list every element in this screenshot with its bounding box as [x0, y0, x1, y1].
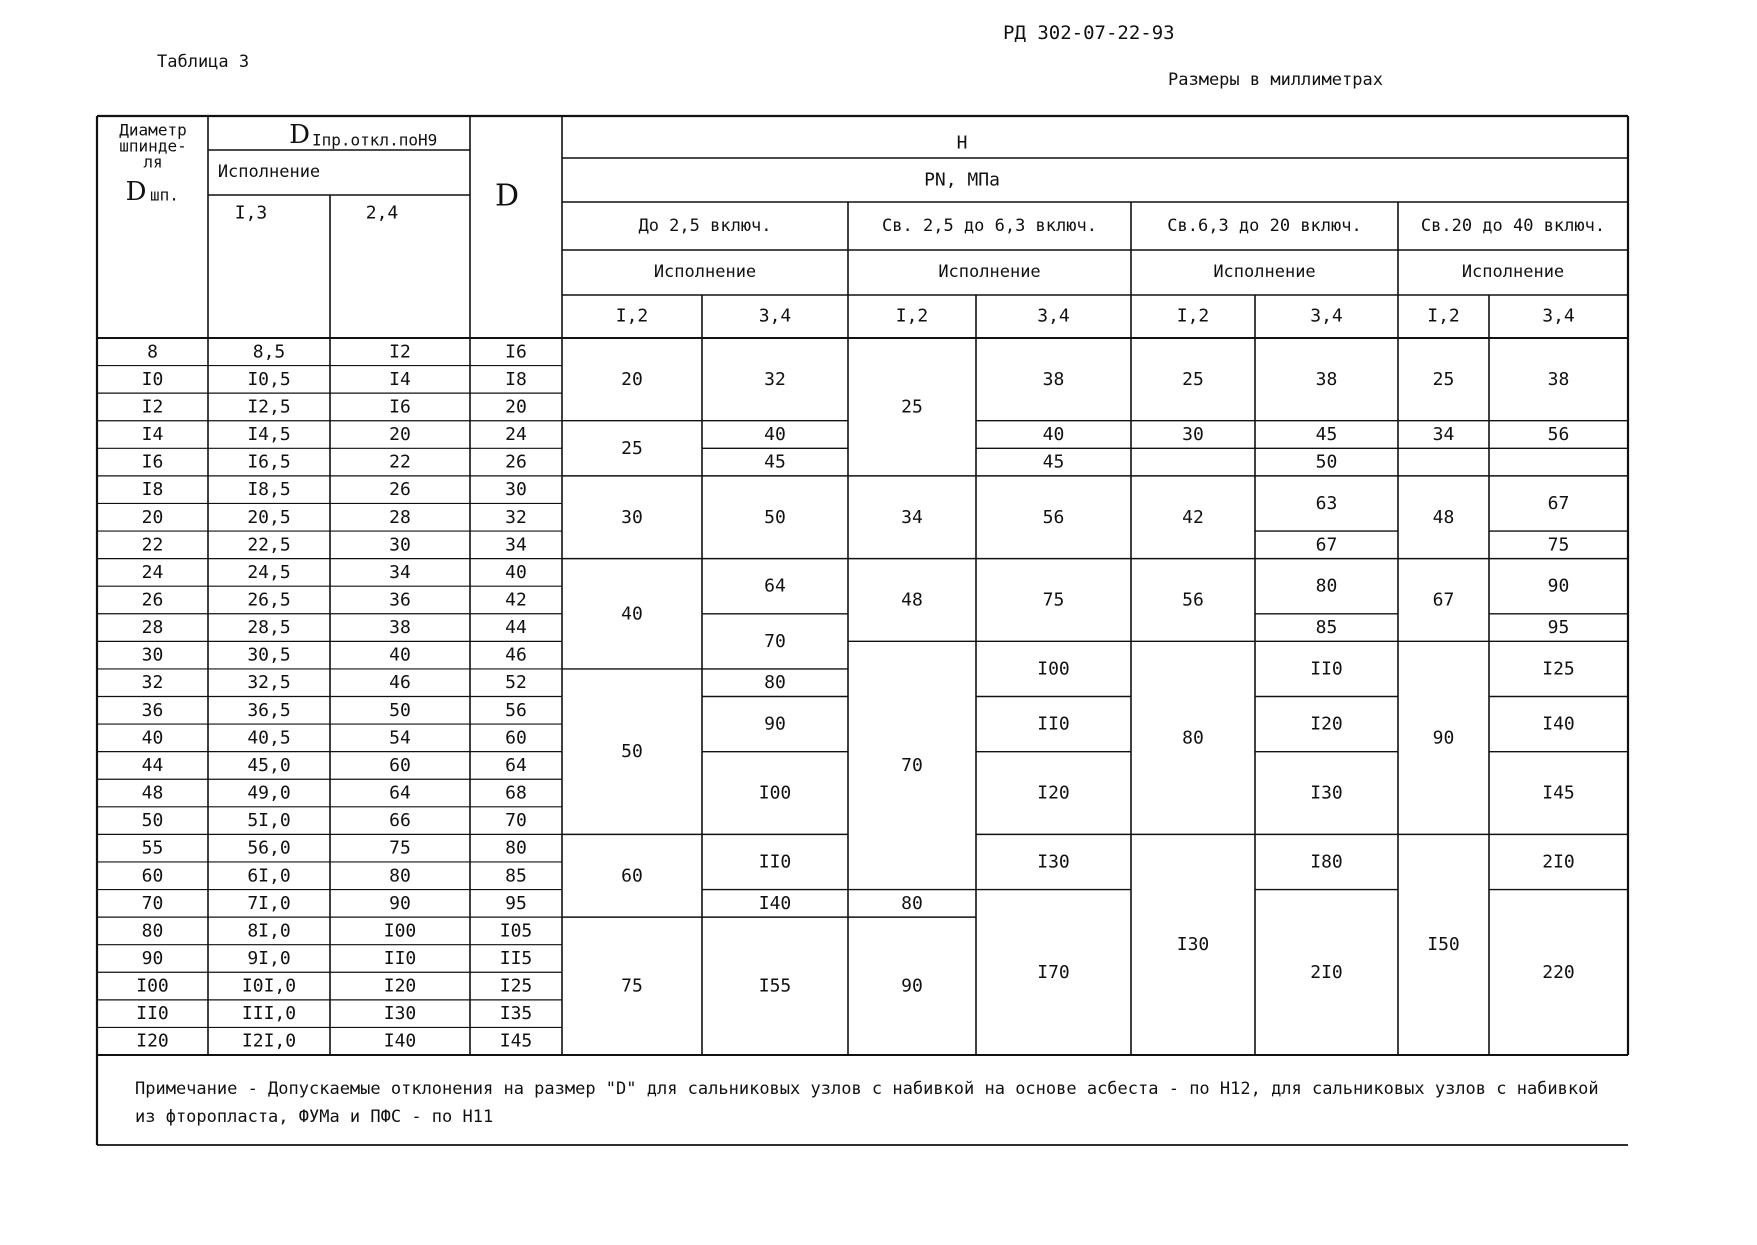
d1-13-cell: 49,0 — [247, 782, 291, 804]
h-value-cell: 38 — [1042, 368, 1065, 390]
spindle-diameter-cell: 8 — [147, 341, 158, 363]
h-value-cell: 90 — [901, 975, 923, 997]
h-value-cell: II0 — [1037, 713, 1070, 735]
h-value-cell: I30 — [1310, 782, 1343, 804]
h-value-cell: 56 — [1547, 424, 1570, 446]
d1-13-cell: I4,5 — [247, 424, 291, 446]
d1-13-cell: 36,5 — [247, 699, 291, 721]
d1-24-cell: 20 — [389, 424, 411, 446]
d1-13-cell: I6,5 — [247, 451, 291, 473]
h-value-cell: 80 — [764, 672, 786, 694]
d-cell: 85 — [505, 865, 527, 887]
d-cell: 70 — [505, 810, 527, 832]
header-execution: Исполнение — [1213, 262, 1316, 282]
h-value-cell: II0 — [758, 851, 792, 873]
spindle-diameter-cell: I20 — [136, 1030, 169, 1052]
h-value-cell: 20 — [621, 368, 643, 390]
spindle-diameter-cell: 80 — [141, 920, 164, 942]
h-value-cell: 30 — [621, 506, 643, 528]
h-value-cell: 42 — [1182, 506, 1204, 528]
h-value-cell: 48 — [901, 589, 923, 611]
h-value-cell: 45 — [1315, 424, 1338, 446]
d1-24-cell: I40 — [383, 1030, 417, 1052]
d-cell: I45 — [499, 1030, 533, 1052]
d1-24-cell: 66 — [389, 810, 411, 832]
d1-24-cell: 80 — [389, 865, 411, 887]
d1-24-cell: 90 — [389, 892, 411, 914]
units-caption: Размеры в миллиметрах — [1168, 70, 1383, 90]
d-cell: 24 — [505, 424, 527, 446]
header-pn-range: Св.20 до 40 включ. — [1420, 216, 1606, 236]
header-col-34: 3,4 — [1310, 305, 1343, 327]
d-cell: 80 — [505, 837, 527, 859]
d1-24-cell: 54 — [389, 727, 411, 749]
h-value-cell: 90 — [1547, 575, 1570, 597]
spindle-diameter-cell: 40 — [141, 727, 164, 749]
h-value-cell: 67 — [1547, 492, 1570, 514]
table-note: Примечание - Допускаемые отклонения на размер "D" для сальниковых узлов с набивкой на основе асбеста - по Н12, для сальниковых узлов с набивкой из фторопласта, ФУМа и ПФС - по Н11 — [135, 1079, 1599, 1127]
spindle-diameter-cell: 24 — [141, 561, 164, 583]
h-value-cell: 85 — [1315, 617, 1338, 639]
d1-24-cell: 34 — [389, 561, 411, 583]
spindle-diameter-cell: 55 — [141, 837, 164, 859]
d-cell: I25 — [499, 975, 533, 997]
d1-13-cell: 8,5 — [252, 341, 286, 363]
header-pn-range: До 2,5 включ. — [638, 216, 772, 236]
h-value-cell: 63 — [1315, 492, 1338, 514]
spindle-diameter-cell: I8 — [141, 479, 164, 501]
d-cell: 56 — [505, 699, 527, 721]
h-value-cell: 75 — [1042, 589, 1065, 611]
header-execution: Исполнение — [653, 262, 757, 282]
h-value-cell: 70 — [901, 754, 923, 776]
h-value-cell: I50 — [1427, 934, 1460, 956]
d-cell: 68 — [505, 782, 527, 804]
d1-24-cell: 38 — [389, 617, 411, 639]
h-value-cell: I30 — [1037, 851, 1070, 873]
header-execution: Исполнение — [217, 162, 321, 182]
h-value-cell: 45 — [764, 451, 786, 473]
h-value-cell: 75 — [1547, 534, 1570, 556]
spindle-diameter-cell: 28 — [141, 617, 164, 639]
spindle-diameter-cell: 50 — [141, 810, 164, 832]
h-value-cell: 25 — [1182, 368, 1204, 390]
d1-24-cell: 28 — [389, 506, 411, 528]
h-value-cell: 50 — [764, 506, 786, 528]
h-value-cell: 90 — [1432, 727, 1455, 749]
h-value-cell: I80 — [1310, 851, 1343, 873]
d-cell: 44 — [505, 617, 527, 639]
d-cell: 26 — [505, 451, 527, 473]
d-cell: 32 — [505, 506, 527, 528]
spindle-diameter-cell: 30 — [141, 644, 164, 666]
d1-13-cell: 40,5 — [247, 727, 291, 749]
header-pn-range: Св. 2,5 до 6,3 включ. — [882, 216, 1097, 236]
d-cell: I8 — [505, 368, 527, 390]
header-d-symbol: D — [494, 178, 520, 214]
d1-13-cell: III,0 — [241, 1003, 297, 1025]
header-pn-range: Св.6,3 до 20 включ. — [1167, 216, 1362, 236]
d1-24-cell: 64 — [389, 782, 411, 804]
h-value-cell: I00 — [1037, 658, 1070, 680]
d1-24-cell: 30 — [389, 534, 411, 556]
d1-24-cell: 60 — [389, 754, 411, 776]
h-value-cell: 40 — [764, 424, 786, 446]
d1-13-cell: 24,5 — [247, 561, 291, 583]
document-code: РД 302-07-22-93 — [1003, 22, 1175, 44]
spindle-diameter-cell: 36 — [141, 699, 164, 721]
h-value-cell: 70 — [764, 630, 786, 652]
d1-24-cell: 26 — [389, 479, 411, 501]
header-execution: Исполнение — [938, 262, 1041, 282]
header-col-12: I,2 — [1427, 305, 1460, 327]
header-d1-symbol: D — [289, 120, 310, 150]
h-value-cell: I00 — [758, 782, 792, 804]
h-value-cell: 25 — [1432, 368, 1455, 390]
spindle-diameter-cell: I6 — [141, 451, 164, 473]
spindle-diameter-cell: I0 — [141, 368, 164, 390]
d1-24-cell: 46 — [389, 672, 411, 694]
d1-13-cell: I0,5 — [247, 368, 291, 390]
table-label: Таблица 3 — [157, 52, 250, 72]
h-value-cell: I40 — [1542, 713, 1575, 735]
spindle-diameter-cell: 22 — [141, 534, 164, 556]
d-cell: 30 — [505, 479, 527, 501]
h-value-cell: 32 — [764, 368, 786, 390]
d1-24-cell: 36 — [389, 589, 411, 611]
h-value-cell: I25 — [1542, 658, 1575, 680]
d1-13-cell: 9I,0 — [247, 947, 291, 969]
header-spindle-diameter: шпинде- — [119, 136, 187, 156]
header-col-34: 3,4 — [1542, 305, 1575, 327]
d1-24-cell: 22 — [389, 451, 411, 473]
h-value-cell: I40 — [758, 892, 792, 914]
header-execution: Исполнение — [1461, 262, 1565, 282]
header-dsp-sub: шп. — [150, 185, 179, 205]
d1-24-cell: 40 — [389, 644, 411, 666]
h-value-cell: 64 — [764, 575, 786, 597]
h-value-cell: 80 — [1182, 727, 1204, 749]
header-col-24: 2,4 — [365, 202, 399, 224]
d1-24-cell: 50 — [389, 699, 411, 721]
h-value-cell: 56 — [1042, 506, 1065, 528]
spindle-diameter-cell: 60 — [141, 865, 164, 887]
h-value-cell: 48 — [1432, 506, 1455, 528]
h-value-cell: 67 — [1315, 534, 1338, 556]
spindle-diameter-cell: 90 — [141, 947, 164, 969]
spindle-diameter-cell: 44 — [141, 754, 164, 776]
h-value-cell: 75 — [621, 975, 643, 997]
h-value-cell: 80 — [1315, 575, 1338, 597]
h-value-cell: 38 — [1315, 368, 1338, 390]
d-cell: 64 — [505, 754, 527, 776]
d1-24-cell: II0 — [383, 947, 417, 969]
d1-24-cell: I2 — [389, 341, 411, 363]
d-cell: 42 — [505, 589, 527, 611]
h-value-cell: 50 — [1315, 451, 1338, 473]
d1-24-cell: I20 — [383, 975, 417, 997]
h-value-cell: 34 — [901, 506, 923, 528]
d-cell: I05 — [499, 920, 533, 942]
d1-24-cell: I4 — [389, 368, 411, 390]
h-value-cell: 95 — [1547, 617, 1570, 639]
h-value-cell: 90 — [764, 713, 786, 735]
header-d1-sub: Iпр.откл.поН9 — [312, 130, 438, 150]
h-value-cell: 34 — [1432, 424, 1455, 446]
d1-13-cell: 32,5 — [247, 672, 291, 694]
header-pn: PN, МПа — [924, 169, 1000, 191]
d-cell: 52 — [505, 672, 527, 694]
h-value-cell: I20 — [1037, 782, 1070, 804]
d1-24-cell: I00 — [383, 920, 417, 942]
h-value-cell: 40 — [621, 603, 643, 625]
h-value-cell: 45 — [1042, 451, 1065, 473]
d1-13-cell: I2I,0 — [241, 1030, 297, 1052]
h-value-cell: I45 — [1542, 782, 1575, 804]
header-col-34: 3,4 — [1037, 305, 1070, 327]
d1-13-cell: 56,0 — [247, 837, 291, 859]
d1-13-cell: 45,0 — [247, 754, 291, 776]
h-value-cell: I70 — [1037, 961, 1070, 983]
h-value-cell: 60 — [621, 865, 643, 887]
d1-13-cell: 8I,0 — [247, 920, 291, 942]
d1-13-cell: I0I,0 — [241, 975, 297, 997]
h-value-cell: 2I0 — [1542, 851, 1575, 873]
d1-13-cell: I8,5 — [247, 479, 291, 501]
d1-13-cell: 26,5 — [247, 589, 291, 611]
header-dsp-symbol: D — [125, 177, 147, 207]
h-value-cell: 67 — [1432, 589, 1455, 611]
d-cell: I35 — [499, 1003, 533, 1025]
h-value-cell: 25 — [621, 437, 643, 459]
spindle-diameter-cell: 20 — [141, 506, 164, 528]
header-col-34: 3,4 — [758, 305, 792, 327]
h-value-cell: 50 — [621, 741, 643, 763]
h-value-cell: 38 — [1547, 368, 1570, 390]
spindle-diameter-cell: 48 — [141, 782, 164, 804]
spindle-diameter-cell: I2 — [141, 396, 164, 418]
d-cell: 40 — [505, 561, 527, 583]
d1-13-cell: 6I,0 — [247, 865, 291, 887]
h-value-cell: II0 — [1310, 658, 1343, 680]
h-value-cell: 2I0 — [1310, 961, 1343, 983]
d1-13-cell: 28,5 — [247, 617, 291, 639]
d1-24-cell: 75 — [389, 837, 411, 859]
d1-24-cell: I6 — [389, 396, 411, 418]
d-cell: 46 — [505, 644, 527, 666]
header-col-12: I,2 — [615, 305, 649, 327]
h-value-cell: I20 — [1310, 713, 1343, 735]
h-value-cell: 56 — [1182, 589, 1204, 611]
d-cell: 95 — [505, 892, 527, 914]
spindle-diameter-cell: I00 — [136, 975, 169, 997]
h-value-cell: 30 — [1182, 424, 1204, 446]
h-value-cell: I30 — [1176, 934, 1210, 956]
d1-24-cell: I30 — [383, 1003, 417, 1025]
spindle-diameter-cell: II0 — [136, 1003, 169, 1025]
header-spindle-diameter: Диаметр — [119, 120, 187, 140]
h-value-cell: I55 — [758, 975, 792, 997]
d-cell: 34 — [505, 534, 527, 556]
d1-13-cell: 5I,0 — [247, 810, 291, 832]
header-spindle-diameter: ля — [143, 152, 163, 172]
spindle-diameter-cell: 26 — [141, 589, 164, 611]
d-cell: 20 — [505, 396, 527, 418]
spindle-diameter-cell: 32 — [141, 672, 164, 694]
header-h: Н — [956, 132, 968, 154]
d1-13-cell: I2,5 — [247, 396, 291, 418]
h-value-cell: 220 — [1542, 961, 1575, 983]
header-col-13: I,3 — [234, 202, 268, 224]
d1-13-cell: 20,5 — [247, 506, 291, 528]
d-cell: 60 — [505, 727, 527, 749]
d-cell: I6 — [505, 341, 527, 363]
d-cell: II5 — [499, 947, 533, 969]
header-col-12: I,2 — [1176, 305, 1210, 327]
d1-13-cell: 7I,0 — [247, 892, 291, 914]
h-value-cell: 40 — [1042, 424, 1065, 446]
d1-13-cell: 30,5 — [247, 644, 291, 666]
header-col-12: I,2 — [895, 305, 929, 327]
spindle-diameter-cell: 70 — [141, 892, 164, 914]
h-value-cell: 80 — [901, 892, 923, 914]
h-value-cell: 25 — [901, 396, 923, 418]
spindle-diameter-cell: I4 — [141, 424, 164, 446]
d1-13-cell: 22,5 — [247, 534, 291, 556]
